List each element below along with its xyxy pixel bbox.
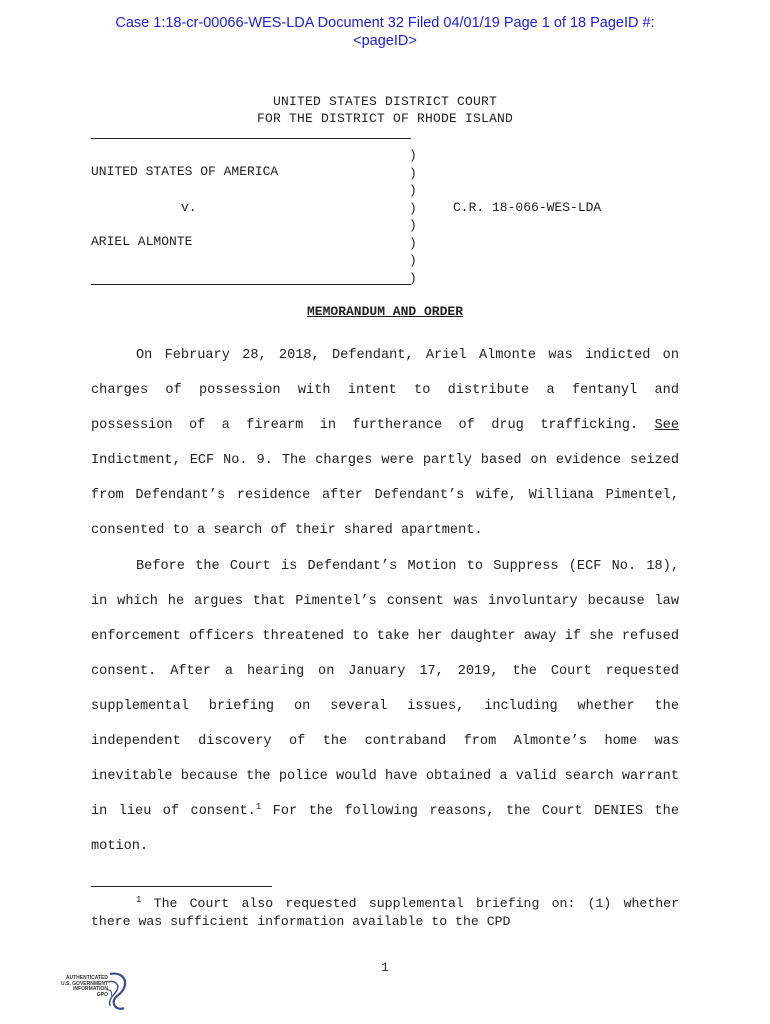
- court-district: FOR THE DISTRICT OF RHODE ISLAND: [256, 111, 514, 126]
- paragraph-2-text-cont: For the following reasons, the Court DENIES the motion.: [91, 804, 679, 855]
- case-caption: [91, 138, 691, 288]
- plaintiff-name: UNITED STATES OF AMERICA: [91, 164, 279, 179]
- eagle-icon: [104, 970, 130, 1014]
- footnote-marker: 1: [136, 895, 142, 905]
- court-heading: [0, 93, 770, 127]
- paragraph-1: [91, 338, 679, 549]
- caption-top-rule: [91, 138, 411, 139]
- gpo-authentication-seal: [46, 970, 132, 1016]
- gpo-seal-text: AUTHENTICATED U.S. GOVERNMENT INFORMATION GPO: [61, 975, 108, 998]
- footnote-reference[interactable]: 1: [255, 802, 262, 813]
- case-header: [0, 14, 770, 50]
- versus-label: v.: [181, 200, 197, 215]
- defendant-name: ARIEL ALMONTE: [91, 234, 193, 249]
- paragraph-2-text: Before the Court is Defendant’s Motion to Suppress (ECF No. 18), in which he argues that Pimentel’s consent was involuntary because law enforcement officers threatened to take her daughter away if she refused consent. After a hearing on January 17, 2019, the Court requested supplemental briefing on several issues, including whether the independent discovery of the contraband from Almonte’s home was inevitable because the police would have obtained a valid search warrant in lieu of consent.: [91, 558, 679, 820]
- case-number: C.R. 18-066-WES-LDA: [453, 200, 602, 215]
- footnote-separator: [91, 886, 272, 887]
- paragraph-1-text: On February 28, 2018, Defendant, Ariel Almonte was indicted on charges of possession with intent to distribute a fentanyl and possession of a firearm in furtherance of drug trafficking.: [91, 348, 679, 434]
- caption-parentheses: ) ) ) ) ) ) ) ): [409, 148, 417, 286]
- paragraph-1-text-cont: Indictment, ECF No. 9. The charges were partly based on evidence seized from Defendant’s residence after Defendant’s wife, Williana Pimentel, consented to a search of their shared apartment.: [91, 453, 679, 539]
- footnote: [91, 895, 679, 930]
- case-header-line: Case 1:18-cr-00066-WES-LDA Document 32 Filed 04/01/19 Page 1 of 18 PageID #:: [115, 15, 655, 31]
- caption-bottom-rule: [91, 284, 411, 285]
- document-title: [0, 304, 770, 319]
- court-name: UNITED STATES DISTRICT COURT: [272, 94, 498, 109]
- page-id-placeholder: <pageID>: [353, 33, 417, 49]
- footnote-text: The Court also requested supplemental briefing on: (1) whether there was sufficient information available to the CPD: [91, 896, 679, 929]
- paragraph-2: [91, 549, 679, 865]
- see-signal: See: [654, 418, 679, 434]
- document-title-text: MEMORANDUM AND ORDER: [306, 304, 464, 319]
- memorandum-body: [91, 338, 679, 864]
- page-number: 1: [381, 960, 389, 975]
